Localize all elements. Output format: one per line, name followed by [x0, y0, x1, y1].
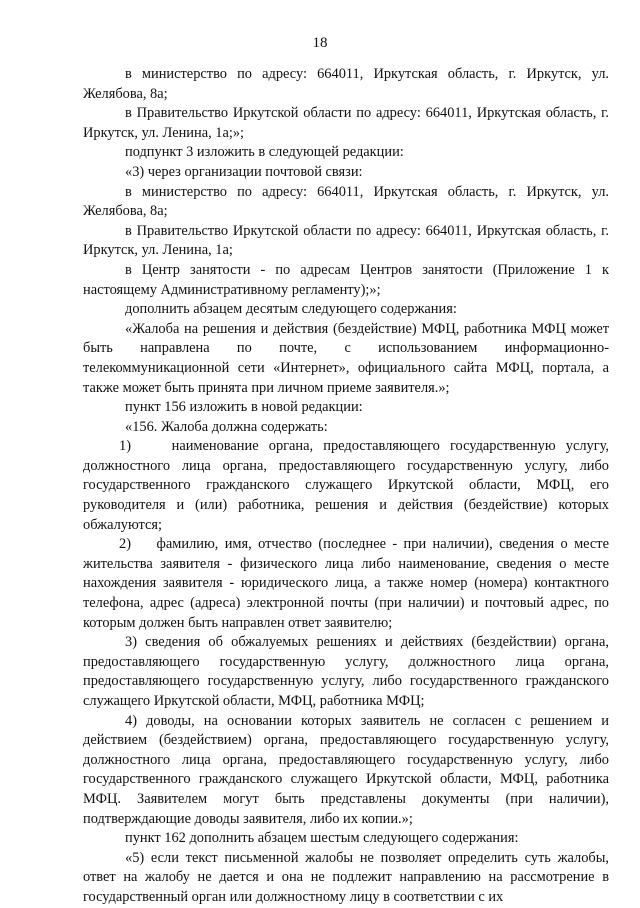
paragraph-item-162-point-5: «5) если текст письменной жалобы не позволяет определить суть жалобы, ответ на жалобу не дается и она не подлежит направлению на рассмотрение в государственный орган или должностному лицу в соответствии с их: [83, 849, 609, 905]
paragraph-complaint-point-3: 3) сведения об обжалуемых решениях и действиях (бездействии) органа, предоставляющего государственную услугу, должностного лица органа, предоставляющего государственную услугу, либо государственного гражданского служащего Иркутской области, МФЦ, работника МФЦ;: [83, 634, 609, 709]
paragraph-complaint-point-4: 4) доводы, на основании которых заявитель не согласен с решением и действием (бездействием) органа, предоставляющего государственную услугу, должностного лица органа, предоставляющего государственную услугу, либо государственного гражданского служащего Иркутской области, МФЦ, работника МФЦ. Заявителем могут быть представлены документы (при наличии), подтверждающие доводы заявителя, либо их копии.»;: [83, 712, 609, 827]
paragraph-ministry-address-postal: в министерство по адресу: 664011, Иркутская область, г. Иркутск, ул. Желябова, 8а;: [83, 183, 609, 220]
paragraph-ministry-address: в министерство по адресу: 664011, Иркутская область, г. Иркутск, ул. Желябова, 8а;: [83, 66, 609, 102]
paragraph-complaint-point-1: 1) наименование органа, предоставляющего государственную услугу, должностного лица органа, предоставляющего государственную услугу, либо государственного гражданского служащего Иркутской области, МФЦ, его руководителя и (или) работника, решения и действия (бездействие) которых обжалуются;: [83, 438, 609, 533]
paragraph-add-tenth-intro: дополнить абзацем десятым следующего содержания:: [125, 301, 457, 318]
document-body: [83, 65, 609, 908]
paragraph-complaint-point-2: 2) фамилию, имя, отчество (последнее - при наличии), сведения о месте жительства заявителя - физического лица либо наименование, сведения о месте нахождения заявителя - юридического лица, а также номер (номера) контактного телефона, адрес (адреса) электронной почты (при наличии) и почтовый адрес, по которым должен быть направлен ответ заявителю;: [83, 536, 609, 631]
paragraph-complaint-mfc: «Жалоба на решения и действия (бездействие) МФЦ, работника МФЦ может быть направлена по почте, с использованием информационно-телекоммуникационной сети «Интернет», официального сайта МФЦ, портала, а также может быть принята при личном приеме заявителя.»;: [83, 320, 609, 396]
paragraph-government-address: в Правительство Иркутской области по адресу: 664011, Иркутская область, г. Иркутск, ул. Ленина, 1а;»;: [83, 105, 609, 141]
paragraph-item-156: «156. Жалоба должна содержать:: [125, 418, 328, 435]
paragraph-employment-center: в Центр занятости - по адресам Центров занятости (Приложение 1 к настоящему Административному регламенту);»;: [83, 261, 609, 298]
paragraph-item-156-intro: пункт 156 изложить в новой редакции:: [125, 399, 363, 416]
paragraph-subitem-3-intro: подпункт 3 изложить в следующей редакции:: [125, 144, 404, 161]
paragraph-government-address-postal: в Правительство Иркутской области по адресу: 664011, Иркутская область, г. Иркутск, ул. Ленина, 1а;: [83, 222, 609, 259]
paragraph-item-162-intro: пункт 162 дополнить абзацем шестым следующего содержания:: [125, 830, 519, 847]
paragraph-postal-organizations: «3) через организации почтовой связи:: [125, 163, 363, 180]
page-number: 18: [312, 35, 328, 51]
